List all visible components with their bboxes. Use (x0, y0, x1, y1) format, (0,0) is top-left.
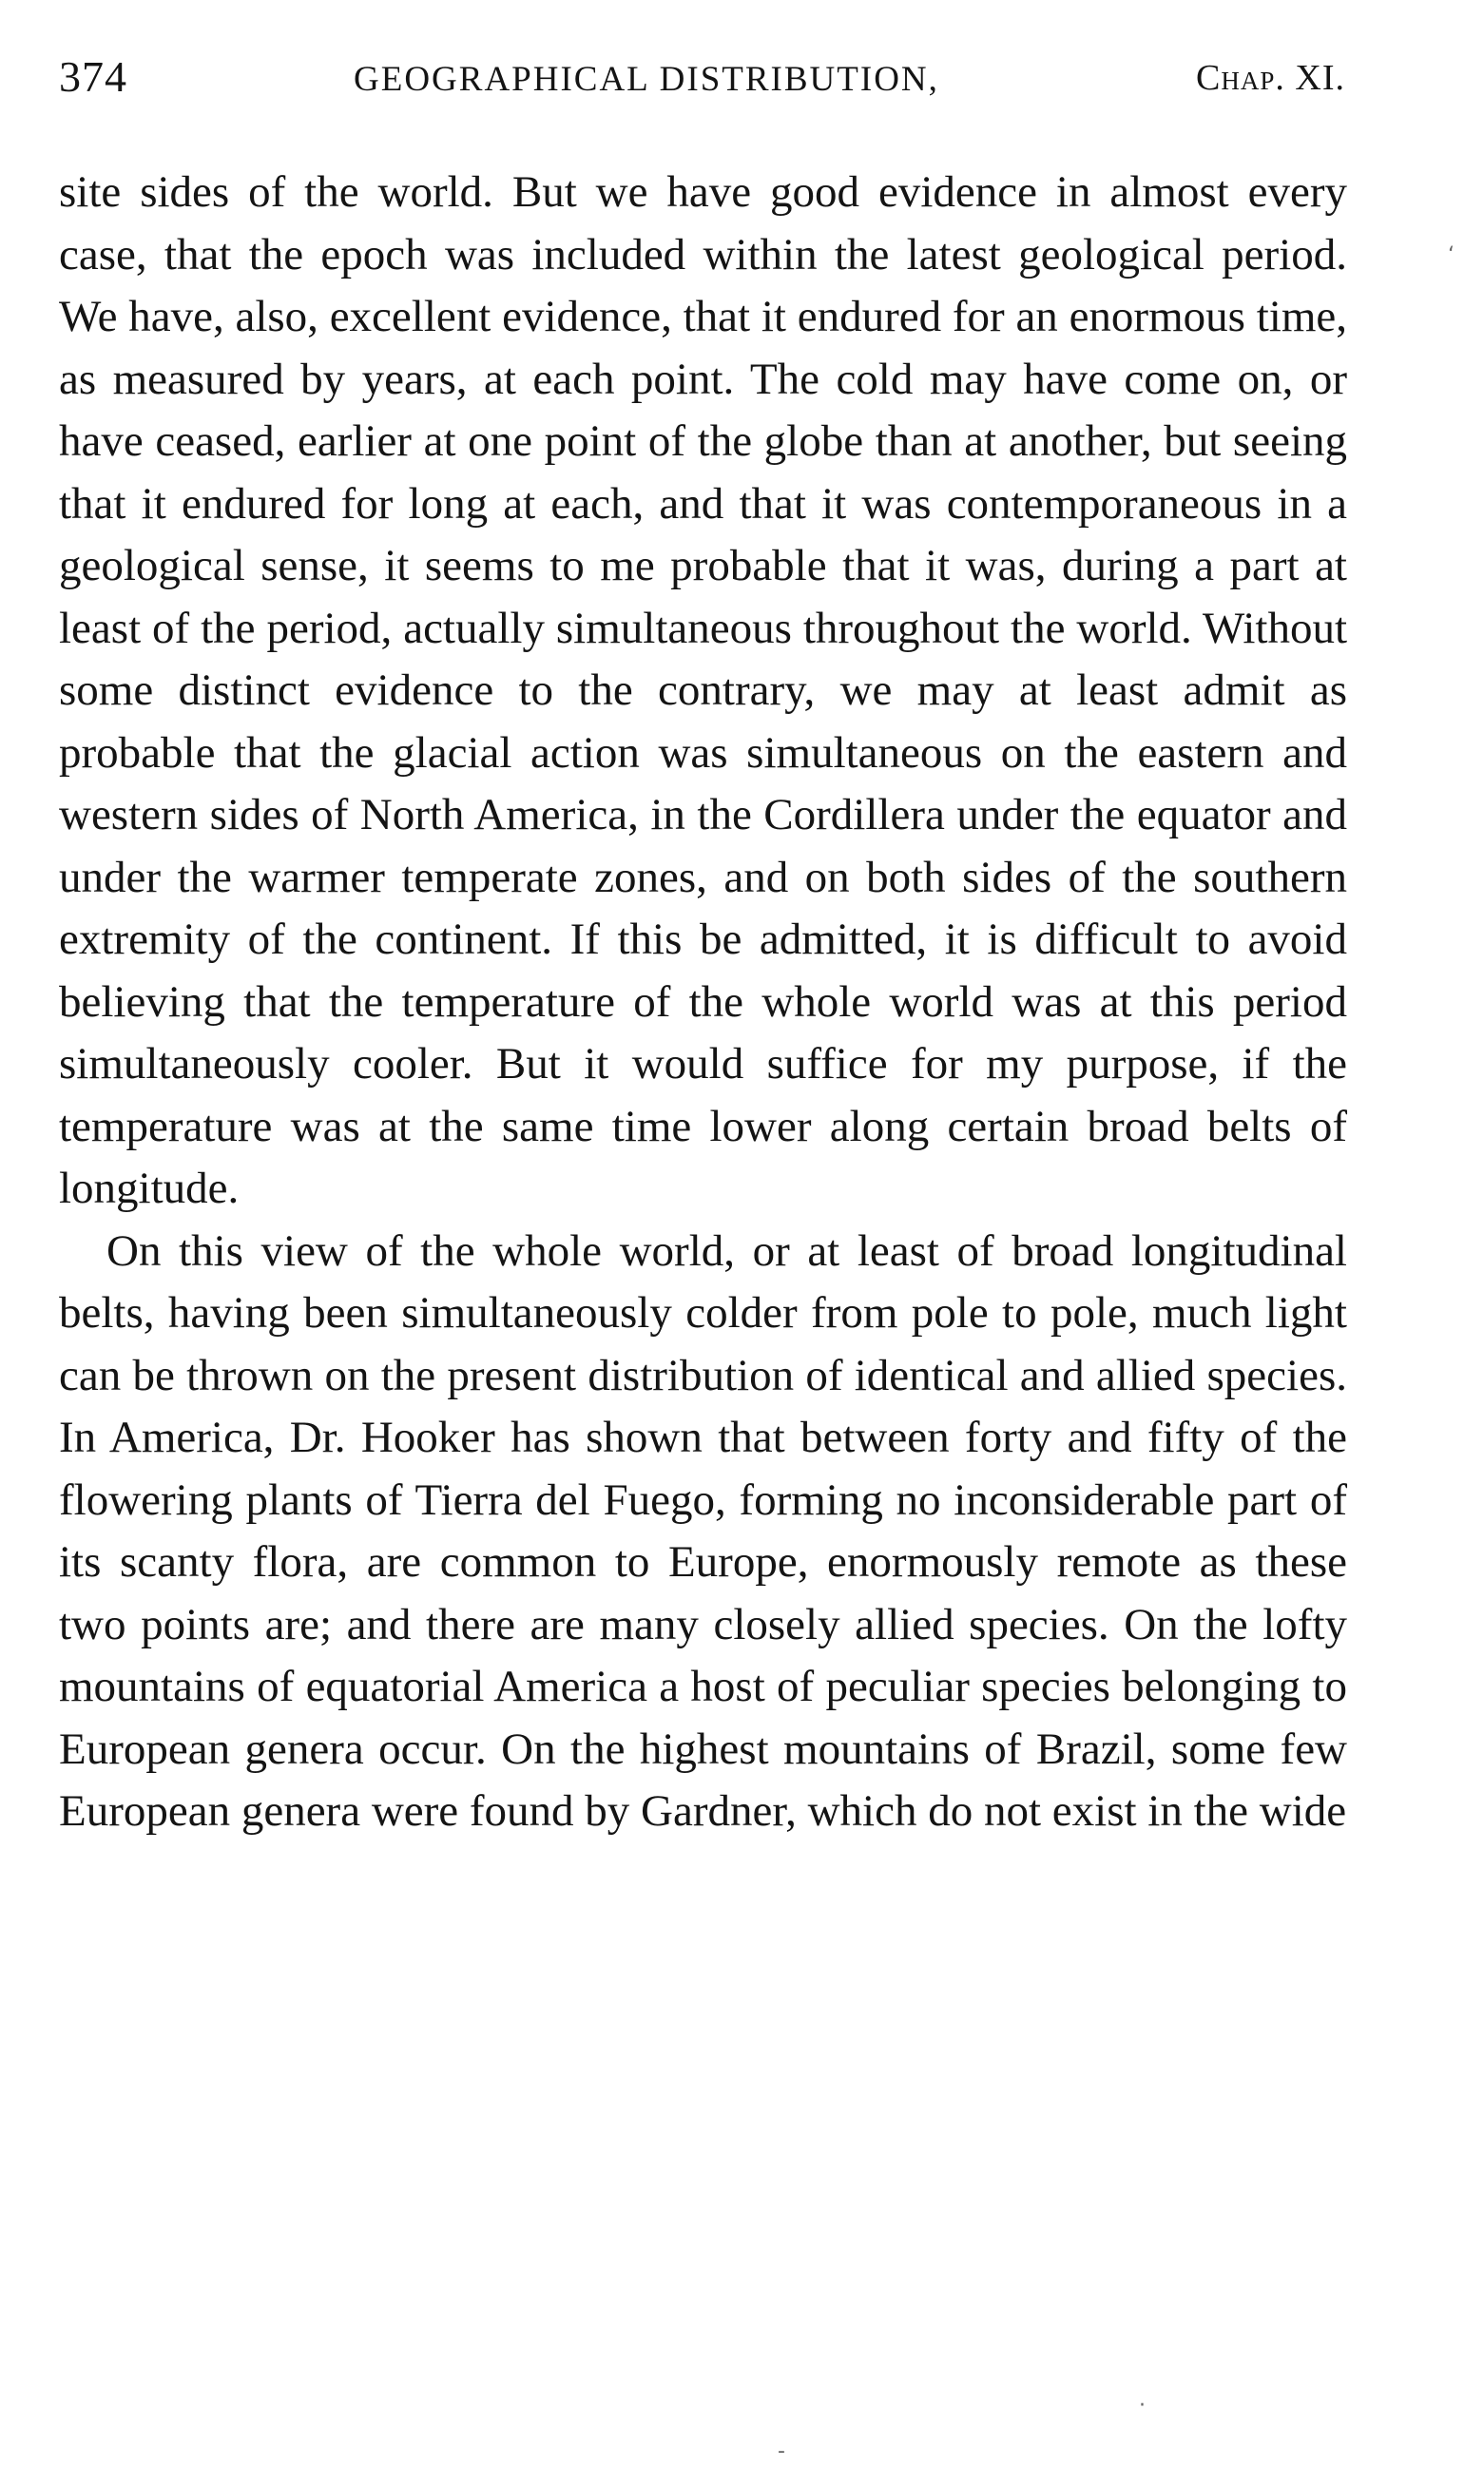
book-page (59, 44, 1347, 1843)
scan-speck: ‘ (1448, 243, 1455, 267)
page-body (59, 162, 1347, 1843)
paragraph-new: On this view of the whole world, or at least of broad longitudinal belts, having been simultaneously colder from pole to pole, much light can be thrown on the present distribution of identical and allied species. In America, Dr. Hooker has shown that between forty and fifty of the flowering plants of Tierra del Fuego, forming no inconsiderable part of its scanty flora, are common to Europe, enormously remote as these two points are; and there are many closely allied species. On the lofty mountains of equatorial America a host of peculiar species belonging to European genera occur. On the highest mountains of Brazil, some few European genera were found by Gardner, which do not exist in the wide (59, 1225, 1347, 1836)
paragraph-continued: site sides of the world. But we have good evidence in almost every case, that the epoch was included within the latest geological period. We have, also, excellent evidence, that it endured for an enormous time, as measured by years, at each point. The cold may have come on, or have ceased, earlier at one point of the globe than at another, but seeing that it endured for long at each, and that it was contemporaneous in a geological sense, it seems to me probable that it was, during a part at least of the period, actually simultaneous throughout the world. Without some distinct evidence to the contrary, we may at least admit as probable that the glacial action was simultaneous on the eastern and western sides of North America, in the Cordillera under the equator and under the warmer temperate zones, and on both sides of the southern extremity of the continent. If this be admitted, it is difficult to avoid believing that the temperature of the whole world was at this period simultaneously cooler. But it would suffice for my purpose, if the temperature was at the same time lower along certain broad belts of longitude. (59, 167, 1347, 1213)
chapter-label: Chap. XI. (1196, 58, 1345, 98)
page-number: 374 (59, 52, 127, 101)
scan-speck: · (1139, 2394, 1146, 2418)
scan-speck: ‐ (778, 2439, 785, 2463)
page-header (59, 44, 1347, 110)
running-title: GEOGRAPHICAL DISTRIBUTION, (354, 60, 939, 99)
